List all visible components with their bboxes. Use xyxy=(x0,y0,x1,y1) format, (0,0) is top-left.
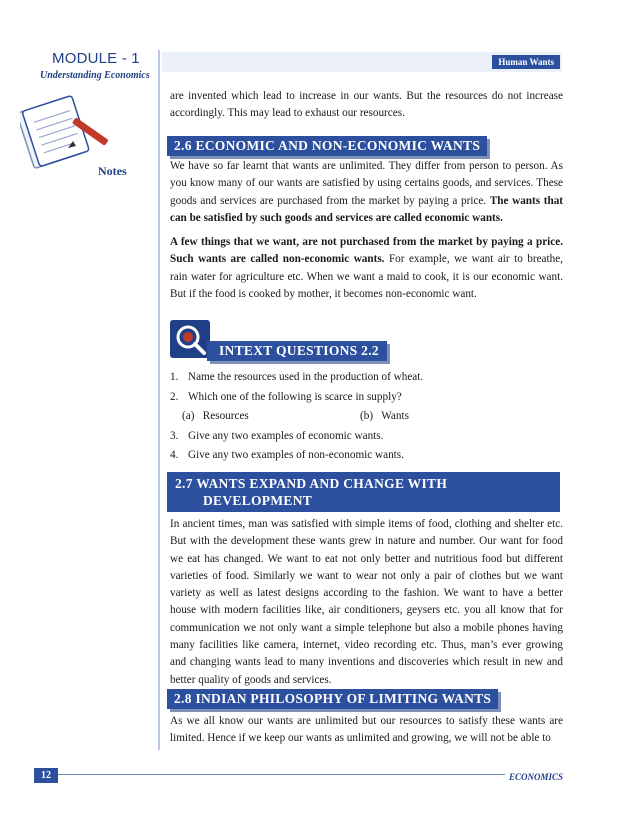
magnifier-question-icon xyxy=(170,320,210,358)
intext-questions-heading: INTEXT QUESTIONS 2.2 xyxy=(207,341,387,361)
section-2-6-p1-text: We have so far learnt that wants are unlimited. They differ from person to person. As you know many of our wants are satisfied by using certains goods, and services. These goods and services are purchased from the market by paying a price. xyxy=(170,160,563,207)
question-text: Which one of the following is scarce in supply? xyxy=(188,390,402,403)
section-heading-2-7-line2: DEVELOPMENT xyxy=(203,493,313,508)
module-title: MODULE - 1 xyxy=(52,50,140,67)
running-header xyxy=(162,52,562,72)
option-b: (b) Wants xyxy=(360,410,409,422)
margin-divider xyxy=(158,50,160,750)
question-item xyxy=(170,449,423,469)
chapter-tag: Human Wants xyxy=(492,55,560,69)
option-a: (a) Resources xyxy=(182,410,249,422)
section-2-7-paragraph: In ancient times, man was satisfied with simple items of food, clothing and shelter etc. But with the development these wants grew in nature and number. Our want for food we eat has changed. We want to eat not only better and nutritious food but different varieties of food. Similarly we want to wear not only a pair of clothes but we want variety as well as latest designs according to the fashion. We want to have a better house with modern facilities like, air conditioners, geysers etc. you all know that for communication we not only want a simple telephone but also a mobile phones having many facilities like camera, internet, video recording etc. Thus, man’s ever growing and changing wants lead to many inventions and discoveries which result in new and better quality of goods and services. xyxy=(170,518,563,686)
section-2-8-paragraph: As we all know our wants are unlimited but our resources to satisfy these wants are limited. Hence if we keep our wants as unlimited and growing, we will not be able to xyxy=(170,715,563,745)
section-heading-2-7 xyxy=(167,472,560,512)
page-number: 12 xyxy=(34,768,58,783)
question-number: 1. xyxy=(170,371,179,383)
section-heading-2-7-line1: 2.7 WANTS EXPAND AND CHANGE WITH xyxy=(175,476,448,491)
notes-label: Notes xyxy=(98,164,127,178)
section-2-6-p2-text: For example, we want air to breathe, rain water for agriculture etc. When we want a maid to cook, it is our economic want. But if the food is cooked by mother, it becomes non-economic want. xyxy=(170,253,563,300)
question-item xyxy=(170,430,423,450)
section-heading-2-6: 2.6 ECONOMIC AND NON-ECONOMIC WANTS xyxy=(167,136,487,156)
question-item xyxy=(170,371,423,391)
notebook-pen-icon xyxy=(20,92,110,172)
question-options xyxy=(170,410,423,430)
section-2-6-p2-bold: A few things that we want, are not purchased from the market by paying a price. Such wants are called non-economic wants. xyxy=(170,236,563,266)
footer-book-title: ECONOMICS xyxy=(505,772,563,782)
question-text: Name the resources used in the production of wheat. xyxy=(188,371,424,383)
question-number: 2. xyxy=(170,390,179,403)
section-2-6-paragraph-1 xyxy=(170,158,563,227)
intro-paragraph: are invented which lead to increase in our wants. But the resources do not increase accordingly. This may lead to exhaust our resources. xyxy=(170,90,563,120)
question-text: Give any two examples of non-economic wants. xyxy=(188,449,404,461)
footer-rule xyxy=(40,774,563,775)
question-item xyxy=(170,391,423,411)
section-heading-2-8: 2.8 INDIAN PHILOSOPHY OF LIMITING WANTS xyxy=(167,689,498,709)
question-list xyxy=(170,371,423,469)
module-subtitle: Understanding Economics xyxy=(40,70,150,81)
question-number: 3. xyxy=(170,429,179,442)
section-2-6-paragraph-2 xyxy=(170,234,563,303)
section-2-6-p1-bold: The wants that can be satisfied by such goods and services are called economic wants. xyxy=(170,194,564,224)
question-number: 4. xyxy=(170,449,179,461)
question-text: Give any two examples of economic wants. xyxy=(188,429,384,442)
